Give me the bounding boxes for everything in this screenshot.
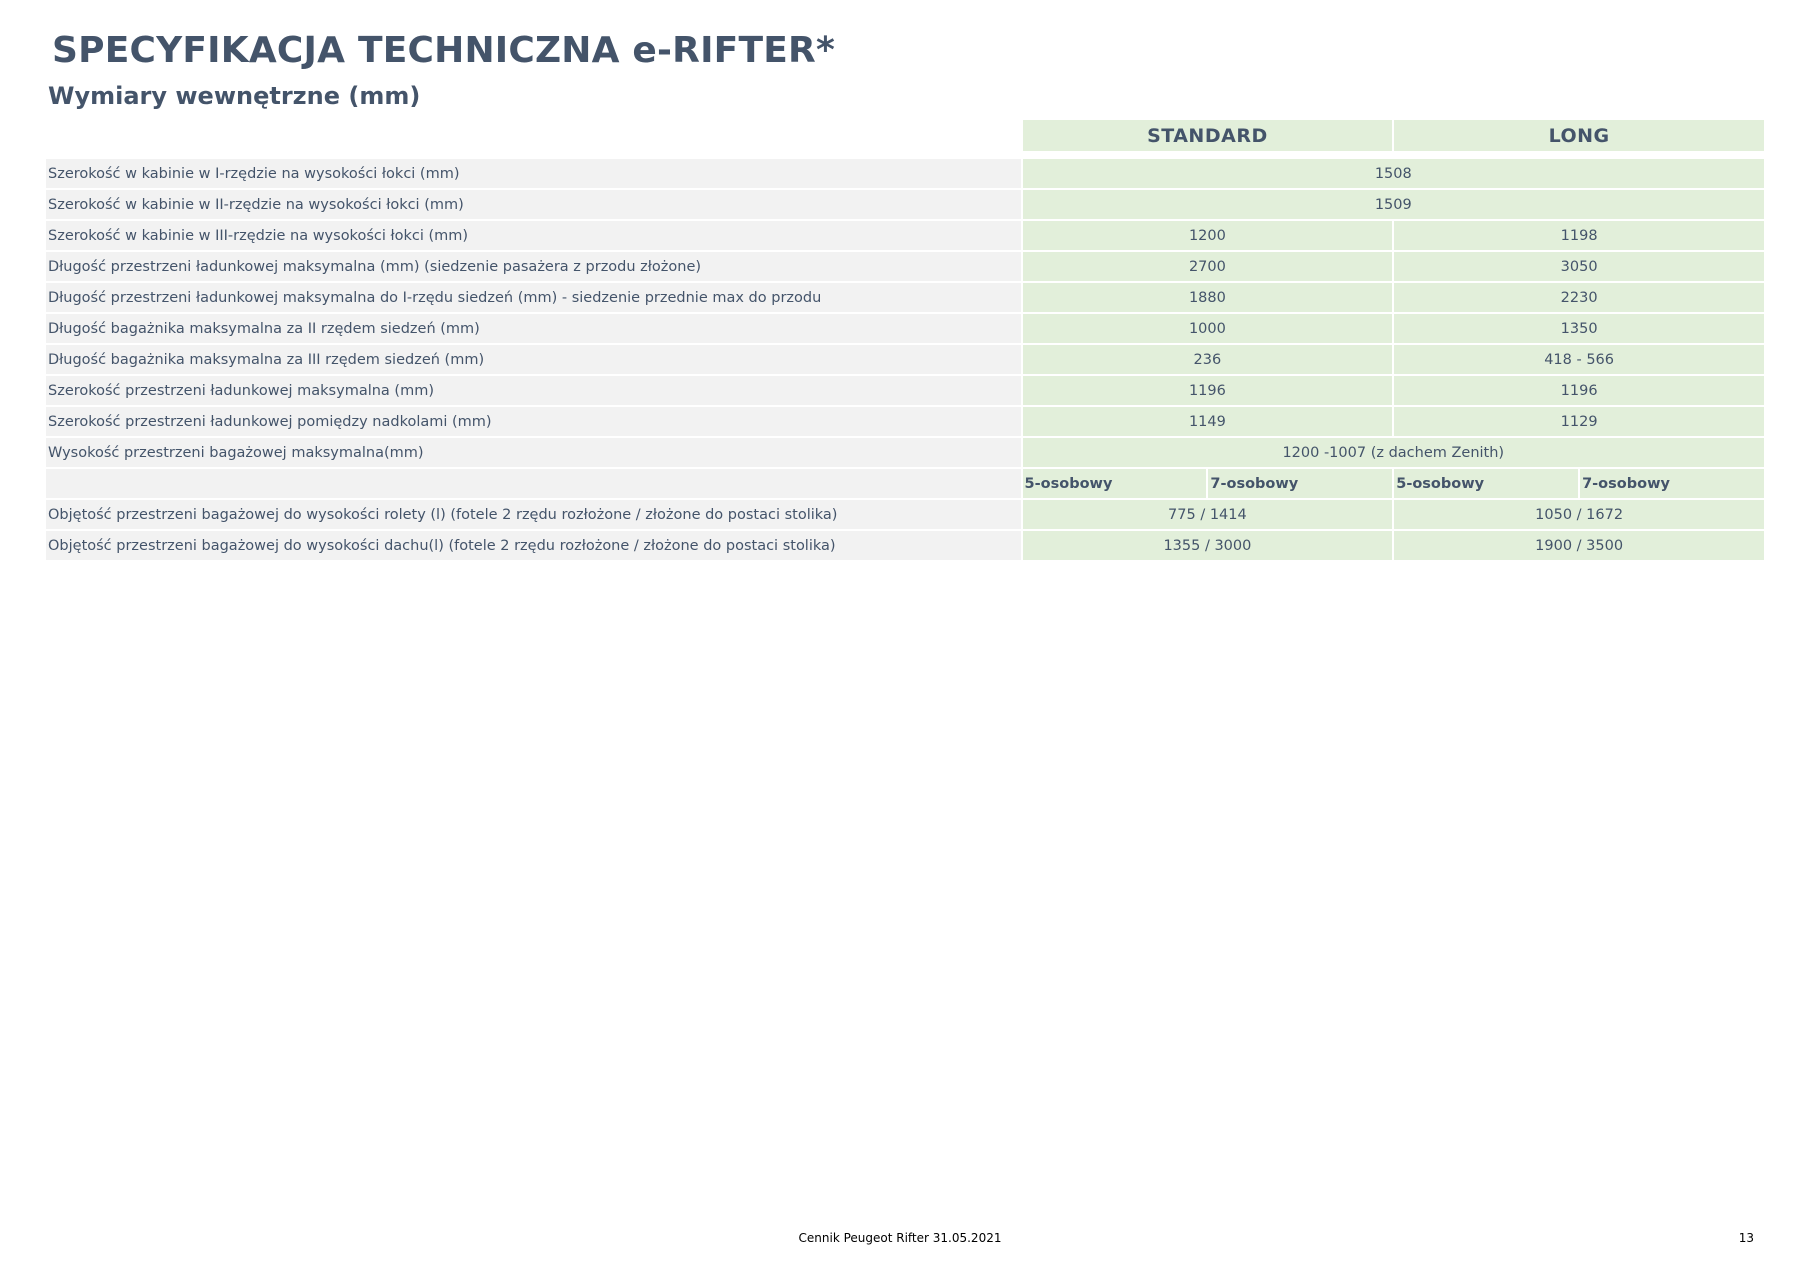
header-empty-cell: [46, 120, 1021, 151]
row-value-standard: 1149: [1023, 407, 1393, 436]
row-label: Objętość przestrzeni bagażowej do wysokości rolety (l) (fotele 2 rzędu rozłożone / złożone do postaci stolika): [46, 500, 1021, 529]
row-label: Długość przestrzeni ładunkowej maksymalna (mm) (siedzenie pasażera z przodu złożone): [46, 252, 1021, 281]
row-value-standard: 1000: [1023, 314, 1393, 343]
row-value-long: 3050: [1394, 252, 1764, 281]
row-label: Objętość przestrzeni bagażowej do wysokości dachu(l) (fotele 2 rzędu rozłożone / złożone do postaci stolika): [46, 531, 1021, 560]
subheader-standard-7-seat: 7-osobowy: [1208, 469, 1392, 498]
row-value-long: 2230: [1394, 283, 1764, 312]
row-value-long: 1050 / 1672: [1394, 500, 1764, 529]
table-row: [46, 159, 1764, 188]
page-title: SPECYFIKACJA TECHNICZNA e-RIFTER*: [52, 30, 835, 71]
table-row: [46, 283, 1764, 312]
subheader-standard-5-seat: 5-osobowy: [1023, 469, 1207, 498]
column-header-long: LONG: [1394, 120, 1764, 151]
table-row: [46, 221, 1764, 250]
subheader-long-5-seat: 5-osobowy: [1394, 469, 1578, 498]
table-row: [46, 531, 1764, 560]
row-value-long: 418 - 566: [1394, 345, 1764, 374]
subheader-long-7-seat: 7-osobowy: [1580, 469, 1764, 498]
table-spacer: [46, 153, 1764, 157]
row-value-long: 1129: [1394, 407, 1764, 436]
table-row: [46, 376, 1764, 405]
subheader-empty-cell: [46, 469, 1021, 498]
row-label: Szerokość w kabinie w III-rzędzie na wysokości łokci (mm): [46, 221, 1021, 250]
table-row: [46, 500, 1764, 529]
row-value-long: 1900 / 3500: [1394, 531, 1764, 560]
table-row: [46, 314, 1764, 343]
row-label: Szerokość przestrzeni ładunkowej pomiędzy nadkolami (mm): [46, 407, 1021, 436]
section-subtitle: Wymiary wewnętrzne (mm): [48, 82, 421, 110]
row-value-standard: 236: [1023, 345, 1393, 374]
row-value-long: 1350: [1394, 314, 1764, 343]
column-header-standard: STANDARD: [1023, 120, 1393, 151]
subheader-row: [46, 469, 1764, 498]
row-value-merged: 1200 -1007 (z dachem Zenith): [1023, 438, 1764, 467]
table-row: [46, 438, 1764, 467]
table-header-row: [46, 120, 1764, 151]
row-label: Długość przestrzeni ładunkowej maksymalna do I-rzędu siedzeń (mm) - siedzenie przednie max do przodu: [46, 283, 1021, 312]
row-value-long: 1198: [1394, 221, 1764, 250]
row-label: Długość bagażnika maksymalna za III rzędem siedzeń (mm): [46, 345, 1021, 374]
row-value-standard: 1200: [1023, 221, 1393, 250]
spec-table: [44, 118, 1766, 562]
table-row: [46, 407, 1764, 436]
table-row: [46, 190, 1764, 219]
row-label: Wysokość przestrzeni bagażowej maksymalna(mm): [46, 438, 1021, 467]
page-number: 13: [1738, 1231, 1754, 1245]
row-value-standard: 2700: [1023, 252, 1393, 281]
footer-note: Cennik Peugeot Rifter 31.05.2021: [798, 1231, 1002, 1245]
row-value-standard: 1196: [1023, 376, 1393, 405]
row-label: Szerokość w kabinie w I-rzędzie na wysokości łokci (mm): [46, 159, 1021, 188]
row-value-merged: 1509: [1023, 190, 1764, 219]
row-value-long: 1196: [1394, 376, 1764, 405]
row-value-merged: 1508: [1023, 159, 1764, 188]
table-row: [46, 345, 1764, 374]
row-label: Szerokość przestrzeni ładunkowej maksymalna (mm): [46, 376, 1021, 405]
row-value-standard: 1880: [1023, 283, 1393, 312]
row-label: Długość bagażnika maksymalna za II rzędem siedzeń (mm): [46, 314, 1021, 343]
row-label: Szerokość w kabinie w II-rzędzie na wysokości łokci (mm): [46, 190, 1021, 219]
table-row: [46, 252, 1764, 281]
row-value-standard: 1355 / 3000: [1023, 531, 1393, 560]
row-value-standard: 775 / 1414: [1023, 500, 1393, 529]
